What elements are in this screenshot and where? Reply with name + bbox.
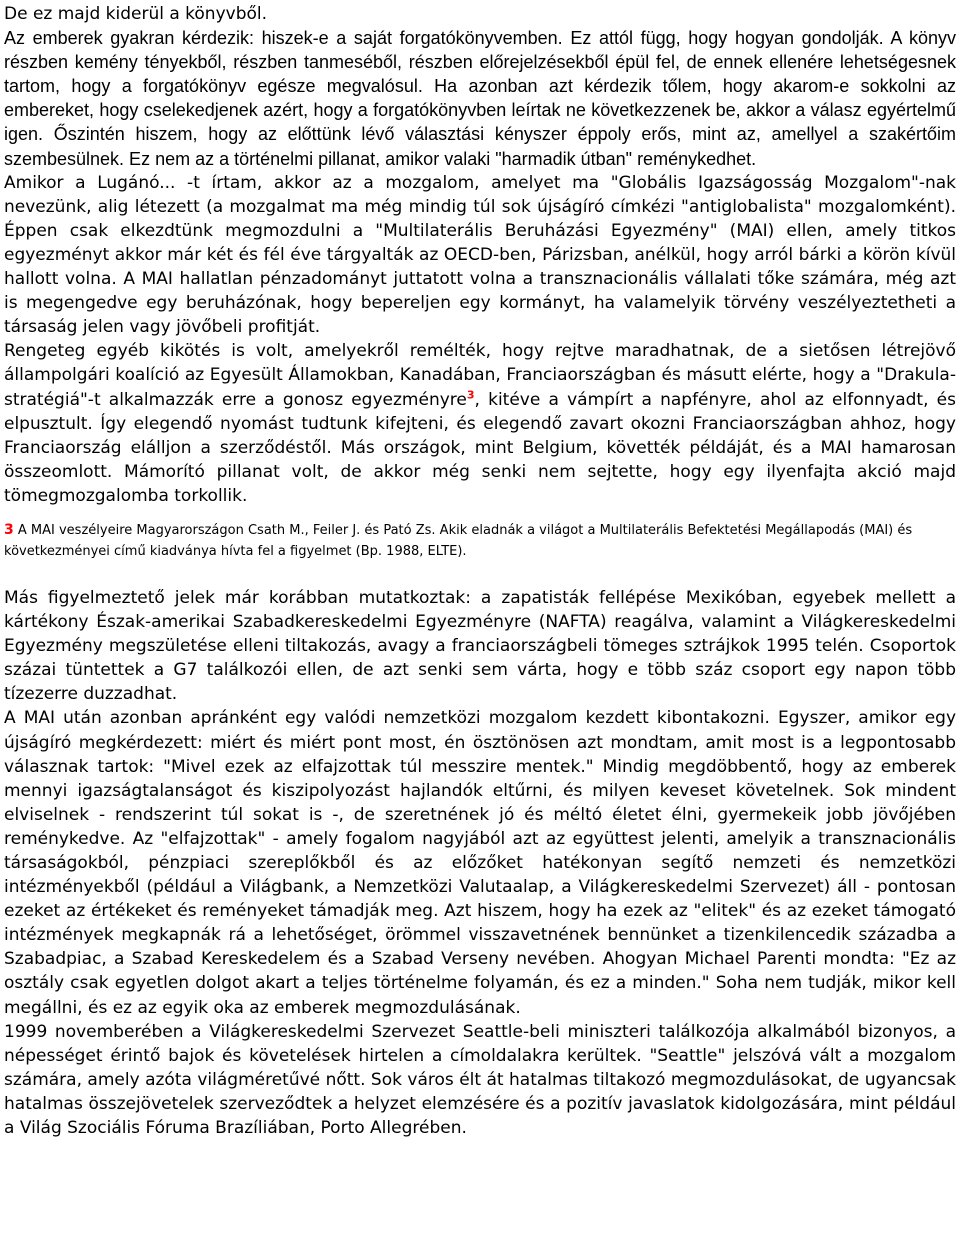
dracula-text-after: , kitéve a vámpírt a napfényre, ahol az elfonnyadt, és elpusztult. Így elegendő nyomást tudtunk kifejteni, és elegendő zavart okozni Franciaországban ahhoz, hogy Franciaország elálljon a szerződéstől. Más országok, mint Belgium, követték példáját, és a MAI hamarosan összeomlott. Mámorító pillanat volt, de akkor még senki nem sejtette, hogy egy ilyenfajta akció majd tömegmozgalomba torkollik.: [4, 389, 956, 506]
section-spacer: [4, 562, 956, 586]
footnote-reference-mark[interactable]: 3: [466, 387, 475, 401]
footnote-number: 3: [4, 521, 14, 538]
footnote: [4, 520, 956, 562]
scenario-belief-text: Az emberek gyakran kérdezik: hiszek-e a saját forgatókönyvemben. Ez attól függ, hogy hogyan gondolják. A könyv részben kemény tényekből, részben tanmeséből, részben előrejelzésekből épül fel, de ennek ellenére lehetségesnek tartom, hogy a forgatókönyv egésze megvalósul.: [4, 28, 956, 97]
paragraph-mai-history: Amikor a Lugánó... -t írtam, akkor az a mozgalom, amelyet ma "Globális Igazságosság Mozgalom"-nak nevezünk, alig létezett (a mozgalmat ma még mindig túl sok újságíró címkézi "antiglobalista" mozgalomként). Éppen csak elkezdtünk megmozdulni a "Multilaterális Beruházási Egyezmény" (MAI) ellen, amely titkos egyezményt akkor már két és fél éve tárgyalták az OECD-ben, Párizsban, anélkül, hogy arról bárki a körön kívül hallott volna. A MAI hallatlan pénzadományt juttatott volna a transznacionális vállalati tőke számára, még azt is megengedve egy beruházónak, hogy bepereljen egy kormányt, ha valamelyik törvény veszélyeztetheti a társaság jelen vagy jövőbeli profitját.: [4, 172, 956, 338]
paragraph-warning-signs: Más figyelmeztető jelek már korábban mutatkoztak: a zapatisták fellépése Mexikóban, egyebek mellett a kártékony Észak-amerikai Szabadkereskedelmi Egyezményre (NAFTA) reagálva, valamint a Világkereskedelmi Egyezmény megszületése elleni tiltakozás, avagy a franciaországbeli tömeges sztrájkok 1995 telén. Csoportok százai tüntettek a G7 találkozói ellen, de azt senki sem várta, hogy e több száz csoport egy napon több tízezerre duzzadhat.: [4, 587, 956, 705]
paragraph-international-movement: A MAI után azonban apránként egy valódi nemzetközi mozgalom kezdett kibontakozni. Egyszer, amikor egy újságíró megkérdezett: miért és miért pont most, én ösztönösen azt mondtam, amit most is a legpontosabb válasznak tartok: "Mivel ezek az elfajzottak túl messzire mentek." Mindig megdöbbentő, hogy az emberek mennyi igazságtalanságot és kiszipolyozást hajlandók eltűrni, és milyen keveset követelnek. Sok mindent elviselnek - rendszerint túl sokat is -, de szeretnének jó és méltó életet élni, gyermekeik jobb jövőjében reménykedve. Az "elfajzottak" - amely fogalom nagyjából azt az együttest jelenti, amelyik a transznacionális társaságokból, pénzpiaci szereplőkből és az előzőket hatékonyan segítő nemzeti és nemzetközi intézményekből (például a Világbank, a Nemzetközi Valutaalap, a Világkereskedelmi Szervezet) áll - pontosan ezeket az értékeket és reményeket támadják meg. Azt hiszem, hogy ha ezek az "elitek" és az ezeket támogató intézmények megkapnák rá a lehetőséget, örömmel visszavetnének bennünket a tizenkilencedik századba a Szabadpiac, a Szabad Kereskedelem és a Szabad Verseny nevében. Ahogyan Michael Parenti mondta: "Ez az osztály csak egyetlen dolgot akart a teljes történelme folyamán, és ez a minden." Soha nem tudják, mikor kell megállni, és ez az egyik oka az emberek megmozdulásának.: [4, 708, 956, 1018]
paragraph-dracula-strategy: [4, 339, 956, 508]
paragraph-scenario-belief: [4, 26, 956, 171]
paragraph-intro: De ez majd kiderül a könyvből.: [4, 4, 268, 24]
paragraph-seattle: 1999 novemberében a Világkereskedelmi Szervezet Seattle-beli miniszteri találkozója alkalmából bizonyos, a népességet érintő bajok és követelések hirtelen a címoldalakra kerültek. "Seattle" jelszóvá vált a mozgalom számára, amely azóta világméretűvé nőtt. Sok város élt át hatalmas tiltakozó megmozdulásokat, de ugyancsak hatalmas összejövetelek szerveződtek a helyzet elemzésére és a pozitív javaslatok kidolgozására, mint például a Világ Szociális Fóruma Brazíliában, Porto Allegrében.: [4, 1021, 956, 1139]
footnote-text: A MAI veszélyeire Magyarországon Csath M., Feiler J. és Pató Zs. Akik eladnák a világot a Multilaterális Befektetési Megállapodás (MAI) és következményei című kiadványa hívta fel a figyelmet (Bp. 1988, ELTE).: [4, 522, 913, 559]
dracula-text-before: Rengeteg egyéb kikötés is volt, amelyekről remélték, hogy rejtve maradhatnak, de a sietősen létrejövő állampolgári koalíció az Egyesült Államokban, Kanadában, Franciaországban és másutt elérte, hogy a "Drakula-stratégiá"-t alkalmazzák erre a gonosz egyezményre: [4, 341, 956, 410]
scenario-warning-text: Ha azonban azt kérdezik tőlem, hogy akarom-e sokkolni az embereket, hogy cselekedjenek azért, hogy a forgatókönyvben leírtak ne következzenek be, akkor a válasz egyértelmű igen. Őszintén hiszem, hogy az előttünk lévő választási kényszer éppoly erős, mint az, amellyel a szakértőim szembesülnek. Ez nem az a történelmi pillanat, amikor valaki "harmadik útban" reménykedhet.: [4, 76, 956, 169]
